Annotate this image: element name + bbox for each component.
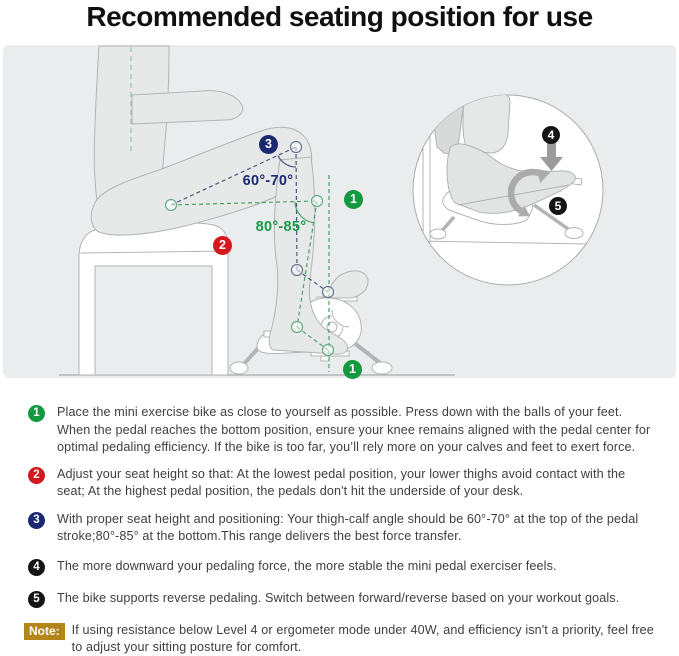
step-text-4: The more downward your pedaling force, the more stable the mini pedal exerciser feels. xyxy=(57,558,557,573)
marker-3-knee-angle: 3 xyxy=(259,135,278,154)
far-foot-toe xyxy=(329,271,368,298)
page-title: Recommended seating position for use xyxy=(86,1,593,32)
step-number-badge-2: 2 xyxy=(28,467,45,484)
knee-joint xyxy=(291,142,302,153)
knee-level-joint xyxy=(312,196,323,207)
hip-joint xyxy=(166,200,177,211)
step-text-1: Place the mini exercise bike as close to yourself as possible. Press down with the balls of your feet. When the pedal reaches the bottom position, ensure your knee remains aligned with the pedal center for optimal pedaling efficiency. If the bike is too far, you’ll rely more on your calves and feet to exert force. xyxy=(57,405,651,454)
ankle-joint-top xyxy=(292,265,303,276)
inset-rear-cap xyxy=(430,229,446,239)
instruction-list xyxy=(28,404,656,608)
marker-2-seat-height: 2 xyxy=(213,236,232,255)
step-number-badge-3: 3 xyxy=(28,512,45,529)
step-row-2 xyxy=(28,466,656,501)
note-text: If using resistance below Level 4 or ergometer mode under 40W, and efficiency isn't a priority, feel free to adjust your sitting posture for comfort. xyxy=(71,623,654,654)
step-text-2: Adjust your seat height so that: At the lowest pedal position, your lower thighs avoid contact with the seat; At the highest pedal position, the pedals don't hit the underside of your desk. xyxy=(57,466,626,498)
step-row-3 xyxy=(28,511,656,546)
note-badge: Note: xyxy=(24,623,65,640)
seating-diagram-svg xyxy=(3,45,676,378)
rear-foot-cap xyxy=(230,362,248,374)
illustration-panel xyxy=(3,45,676,378)
step-row-4 xyxy=(28,558,656,576)
step-row-1 xyxy=(28,404,656,457)
step-text-5: The bike supports reverse pedaling. Switch between forward/reverse based on your workout goals. xyxy=(57,590,620,605)
step-number-badge-1: 1 xyxy=(28,405,45,422)
stool xyxy=(79,223,228,375)
marker-1-pedal-bottom: 1 xyxy=(343,360,362,379)
marker-5-rotation: 5 xyxy=(549,197,567,215)
angle-label-top: 60°-70° xyxy=(242,173,294,189)
step-number-badge-5: 5 xyxy=(28,591,45,608)
shin xyxy=(463,92,510,153)
front-foot-cap xyxy=(372,362,392,374)
step-row-5 xyxy=(28,590,656,608)
step-number-badge-4: 4 xyxy=(28,559,45,576)
marker-4-press-down: 4 xyxy=(542,126,560,144)
arm xyxy=(132,91,243,124)
pedal-joint-bottom xyxy=(323,345,334,356)
ankle-joint-bottom xyxy=(292,322,303,333)
inset-front-cap xyxy=(565,228,583,239)
inset-detail xyxy=(413,92,603,285)
angle-label-bottom: 80°-85° xyxy=(255,219,307,235)
marker-1-knee-alignment: 1 xyxy=(344,190,363,209)
step-text-3: With proper seat height and positioning: Your thigh-calf angle should be 60°-70° at the top of the pedal stroke;80°-85° at the bottom.This range delivers the best force transfer. xyxy=(57,511,639,543)
pedal-joint-top xyxy=(323,287,334,298)
note-row xyxy=(24,622,656,656)
